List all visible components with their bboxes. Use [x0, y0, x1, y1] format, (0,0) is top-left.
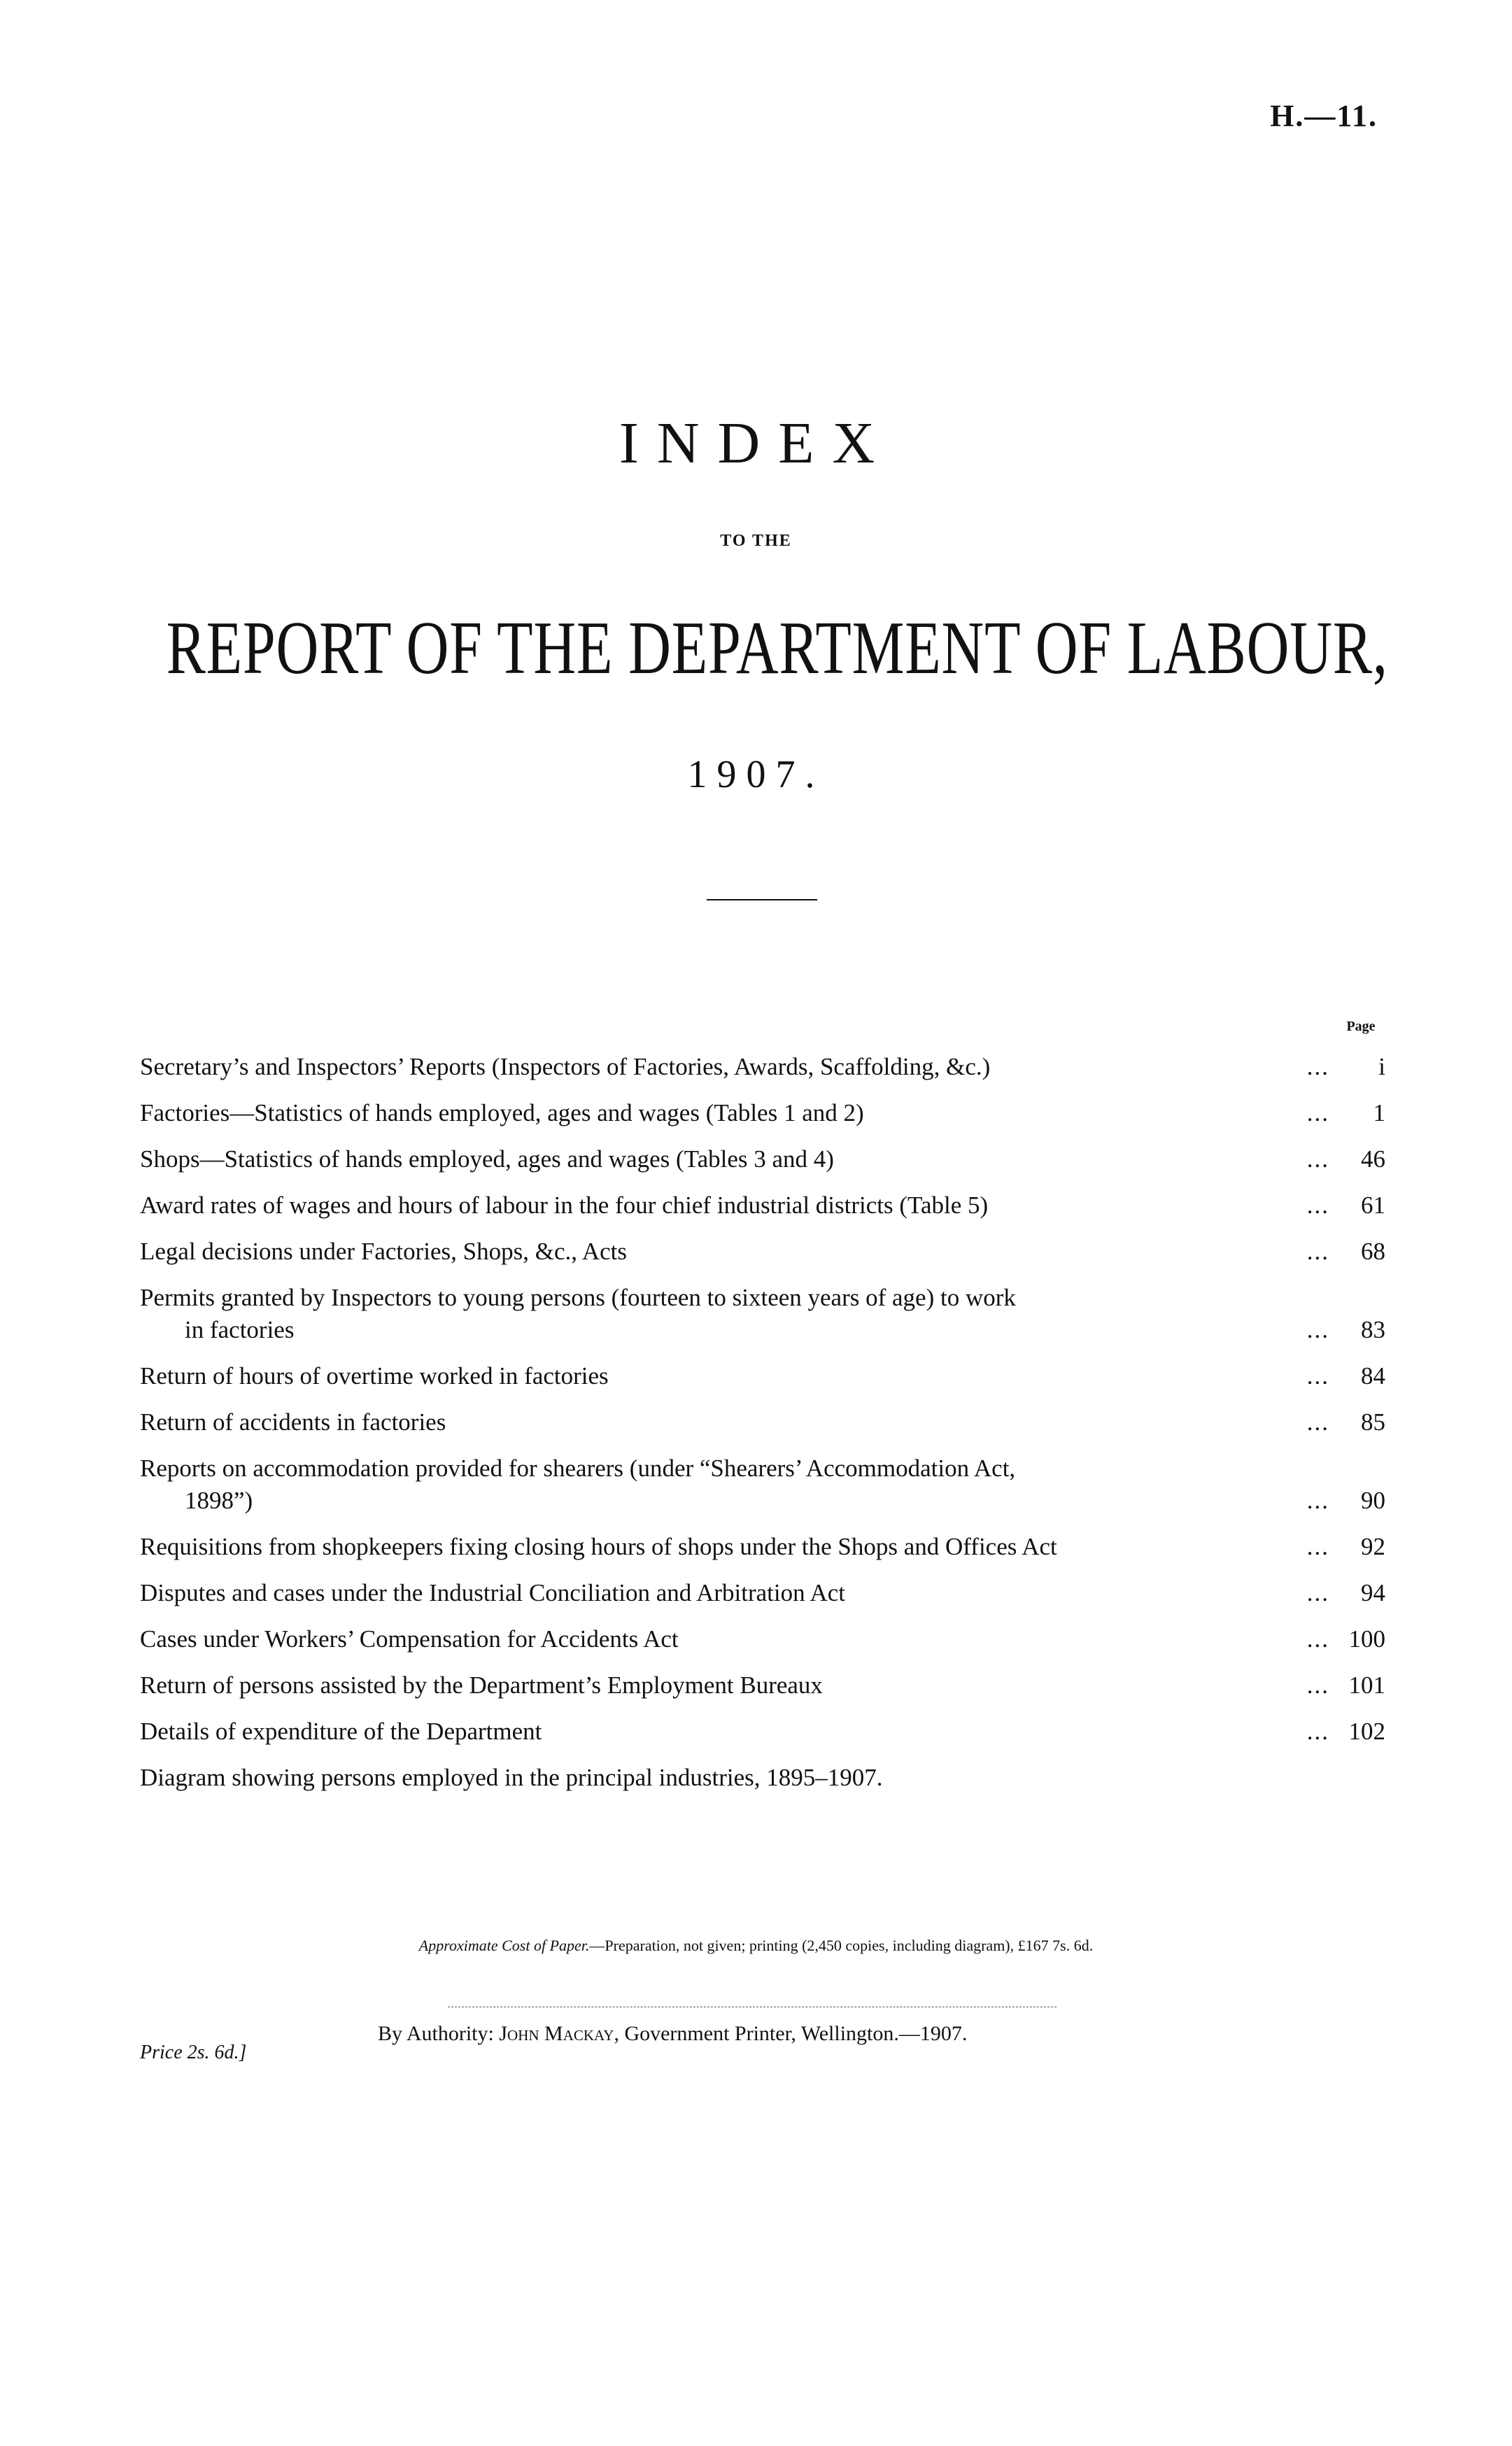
toc-page-number: 100	[1348, 1625, 1385, 1653]
toc-entry-text	[140, 1360, 1287, 1392]
toc-page-number: 46	[1361, 1145, 1385, 1173]
toc-page-number: i	[1378, 1053, 1385, 1080]
toc-leader-dots: ...	[1306, 1487, 1329, 1514]
toc-entry-text	[140, 1051, 1287, 1083]
price-note: Price 2s. 6d.]	[140, 2042, 247, 2063]
toc-entry-title: Legal decisions under Factories, Shops, &c., Acts	[140, 1238, 627, 1265]
toc-entry-title: Return of persons assisted by the Department’s Employment Bureaux	[140, 1671, 823, 1699]
toc-entry-text	[140, 1097, 1287, 1129]
toc-leader-dots: ...	[1306, 1192, 1329, 1219]
toc-page-number: 61	[1361, 1192, 1385, 1219]
toc-leader-dots: ...	[1306, 1238, 1329, 1265]
toc-page-number: 101	[1348, 1671, 1385, 1699]
toc-entry	[140, 1083, 1385, 1129]
toc-leader-dots: ...	[1306, 1053, 1329, 1080]
toc-entry-title: Disputes and cases under the Industrial Conciliation and Arbitration Act	[140, 1579, 845, 1606]
to-the-subheading: TO THE	[720, 532, 792, 550]
toc-entry-text	[140, 1577, 1287, 1609]
toc-page-number: 92	[1361, 1533, 1385, 1560]
toc-entry-text	[140, 1406, 1287, 1438]
report-title: REPORT OF THE DEPARTMENT OF LABOUR,	[166, 607, 1388, 690]
cost-text: —Preparation, not given; printing (2,450 copies, including diagram), £167 7s. 6d.	[589, 1937, 1094, 1954]
toc-entry	[140, 1438, 1385, 1517]
document-reference: H.—11.	[1270, 99, 1378, 133]
toc-entry-title: Requisitions from shopkeepers fixing closing hours of shops under the Shops and Offices Act	[140, 1533, 1057, 1560]
toc-leader-dots: ...	[1306, 1316, 1329, 1343]
toc-entry	[140, 1517, 1385, 1563]
toc-entry-text	[140, 1282, 1287, 1346]
toc-entry	[140, 1175, 1385, 1222]
toc-entry	[140, 1609, 1385, 1655]
toc-entry-text	[140, 1452, 1287, 1517]
toc-page-number: 102	[1348, 1718, 1385, 1745]
printer-name: John Mackay,	[499, 2022, 619, 2045]
toc-page-number: 84	[1361, 1362, 1385, 1390]
toc-entry-text	[140, 1531, 1287, 1563]
authority-prefix: By Authority:	[378, 2022, 494, 2045]
toc-entry-title: Permits granted by Inspectors to young persons (fourteen to sixteen years of age) to work	[140, 1284, 1016, 1311]
toc-entry	[140, 1129, 1385, 1175]
toc-entry-text	[140, 1669, 1287, 1702]
toc-leader-dots: ...	[1306, 1718, 1329, 1745]
toc-entry	[140, 1748, 1385, 1794]
toc-leader-dots: ...	[1306, 1099, 1329, 1126]
authority-line	[378, 2022, 967, 2046]
toc-entry-text	[140, 1189, 1287, 1222]
toc-entry-title: Award rates of wages and hours of labour in the four chief industrial districts (Table 5)	[140, 1192, 989, 1219]
toc-page-number: 1	[1373, 1099, 1385, 1126]
toc-entry	[140, 1563, 1385, 1609]
toc-page-number: 83	[1361, 1316, 1385, 1343]
index-heading: INDEX	[619, 411, 893, 476]
report-year: 1907.	[687, 753, 825, 796]
toc-entry	[140, 1346, 1385, 1392]
authority-rest: Government Printer, Wellington.—1907.	[624, 2022, 968, 2045]
toc-entry-continuation: 1898”)	[185, 1487, 253, 1514]
cost-of-paper-note	[0, 1937, 1512, 1955]
toc-entry	[140, 1655, 1385, 1702]
toc-page-number: 94	[1361, 1579, 1385, 1606]
toc-entry-text	[140, 1716, 1287, 1748]
toc-leader-dots: ...	[1306, 1625, 1329, 1653]
toc-entry-title: Return of accidents in factories	[140, 1408, 446, 1436]
table-of-contents	[140, 1037, 1385, 1794]
toc-entry-text	[140, 1623, 1287, 1655]
toc-entry-title: Secretary’s and Inspectors’ Reports (Inspectors of Factories, Awards, Scaffolding, &c.)	[140, 1053, 991, 1080]
toc-entry-text	[140, 1143, 1287, 1175]
toc-entry-title: Cases under Workers’ Compensation for Accidents Act	[140, 1625, 679, 1653]
toc-entry-title: Reports on accommodation provided for shearers (under “Shearers’ Accommodation Act,	[140, 1455, 1016, 1482]
toc-entry-title: Details of expenditure of the Department	[140, 1718, 542, 1745]
page-column-header: Page	[1346, 1019, 1376, 1034]
toc-page-number: 68	[1361, 1238, 1385, 1265]
title-divider	[707, 899, 817, 900]
toc-leader-dots: ...	[1306, 1362, 1329, 1390]
toc-entry	[140, 1037, 1385, 1083]
toc-entry	[140, 1702, 1385, 1748]
toc-leader-dots: ...	[1306, 1533, 1329, 1560]
cost-label: Approximate Cost of Paper.	[418, 1937, 590, 1954]
toc-entry-text	[140, 1762, 1385, 1794]
toc-entry	[140, 1268, 1385, 1346]
toc-page-number: 85	[1361, 1408, 1385, 1436]
toc-entry-title: Return of hours of overtime worked in factories	[140, 1362, 609, 1390]
toc-entry-continuation: in factories	[185, 1316, 295, 1343]
toc-entry	[140, 1392, 1385, 1438]
toc-leader-dots: ...	[1306, 1671, 1329, 1699]
toc-leader-dots: ...	[1306, 1145, 1329, 1173]
toc-entry-title: Diagram showing persons employed in the principal industries, 1895–1907.	[140, 1764, 883, 1791]
toc-entry-text	[140, 1236, 1287, 1268]
toc-leader-dots: ...	[1306, 1579, 1329, 1606]
toc-entry-title: Shops—Statistics of hands employed, ages and wages (Tables 3 and 4)	[140, 1145, 834, 1173]
toc-entry	[140, 1222, 1385, 1268]
toc-page-number: 90	[1361, 1487, 1385, 1514]
toc-entry-title: Factories—Statistics of hands employed, ages and wages (Tables 1 and 2)	[140, 1099, 864, 1126]
toc-leader-dots: ...	[1306, 1408, 1329, 1436]
